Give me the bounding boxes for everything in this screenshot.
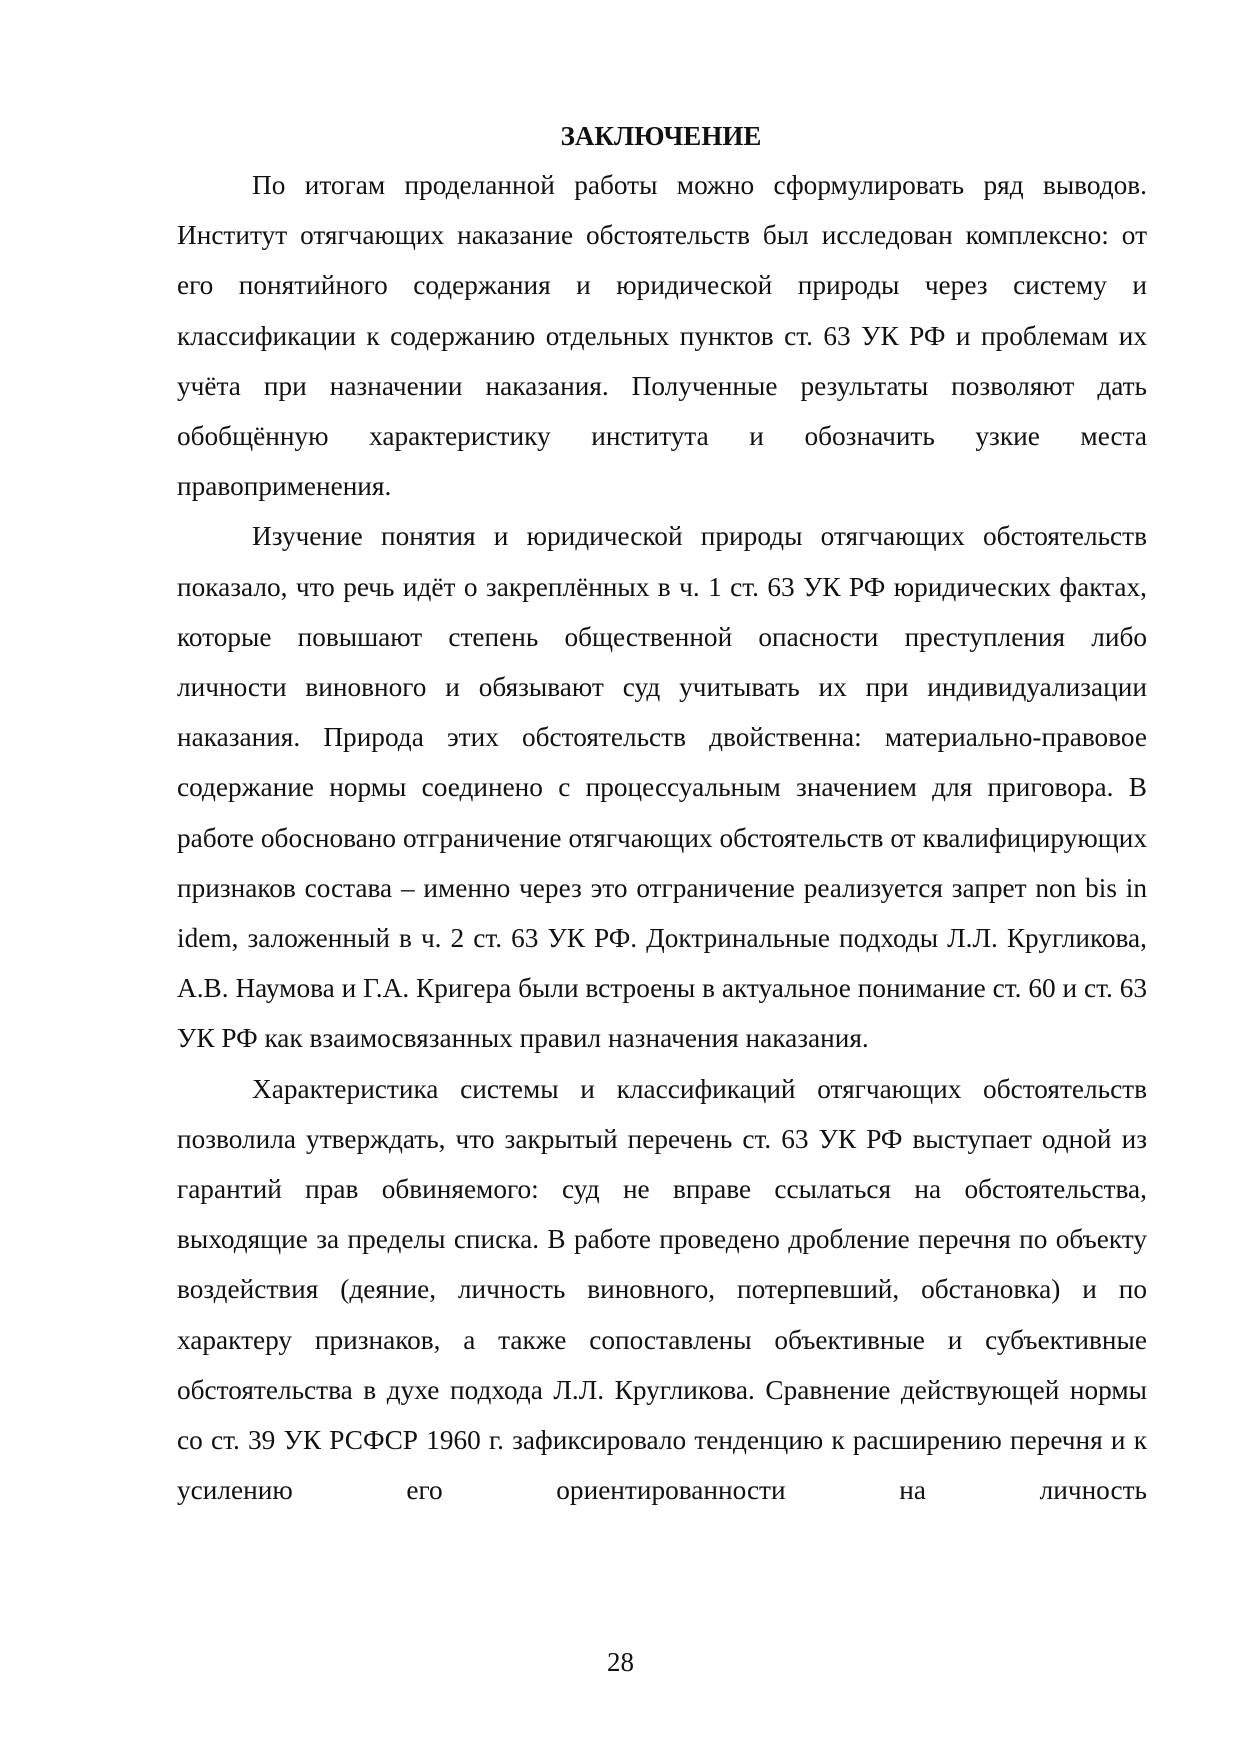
page-number: 28 xyxy=(607,1647,634,1677)
paragraph: По итогам проделанной работы можно сформулировать ряд выводов. Институт отягчающих наказание обстоятельств был исследован комплексно: от его понятийного содержания и юридической природы через систему и классификации к содержанию отдельных пунктов ст. 63 УК РФ и проблемам их учёта при назначении наказания. Полученные результаты позволяют дать обобщённую характеристику института и обозначить узкие места правоприменения. xyxy=(177,170,1147,502)
section-heading: ЗАКЛЮЧЕНИЕ xyxy=(560,121,762,151)
body-text xyxy=(177,160,1147,1515)
paragraph: Характеристика системы и классификаций отягчающих обстоятельств позволила утверждать, что закрытый перечень ст. 63 УК РФ выступает одной из гарантий прав обвиняемого: суд не вправе ссылаться на обстоятельства, выходящие за пределы списка. В работе проведено дробление перечня по объекту воздействия (деяние, личность виновного, потерпевший, обстановка) и по характеру признаков, а также сопоставлены объективные и субъективные обстоятельства в духе подхода Л.Л. Кругликова. Сравнение действующей нормы со ст. 39 УК РСФСР 1960 г. зафиксировало тенденцию к расширению перечня и к усилению его ориентированности на личность xyxy=(177,1073,1147,1506)
paragraph: Изучение понятия и юридической природы отягчающих обстоятельств показало, что речь идёт о закреплённых в ч. 1 ст. 63 УК РФ юридических фактах, которые повышают степень общественной опасности преступления либо личности виновного и обязывают суд учитывать их при индивидуализации наказания. Природа этих обстоятельств двойственна: материально-правовое содержание нормы соединено с процессуальным значением для приговора. В работе обосновано отграничение отягчающих обстоятельств от квалифицирующих признаков состава – именно через это отграничение реализуется запрет non bis in idem, заложенный в ч. 2 ст. 63 УК РФ. Доктринальные подходы Л.Л. Кругликова, А.В. Наумова и Г.А. Кригера были встроены в актуальное понимание ст. 60 и ст. 63 УК РФ как взаимосвязанных правил назначения наказания. xyxy=(177,521,1147,1054)
